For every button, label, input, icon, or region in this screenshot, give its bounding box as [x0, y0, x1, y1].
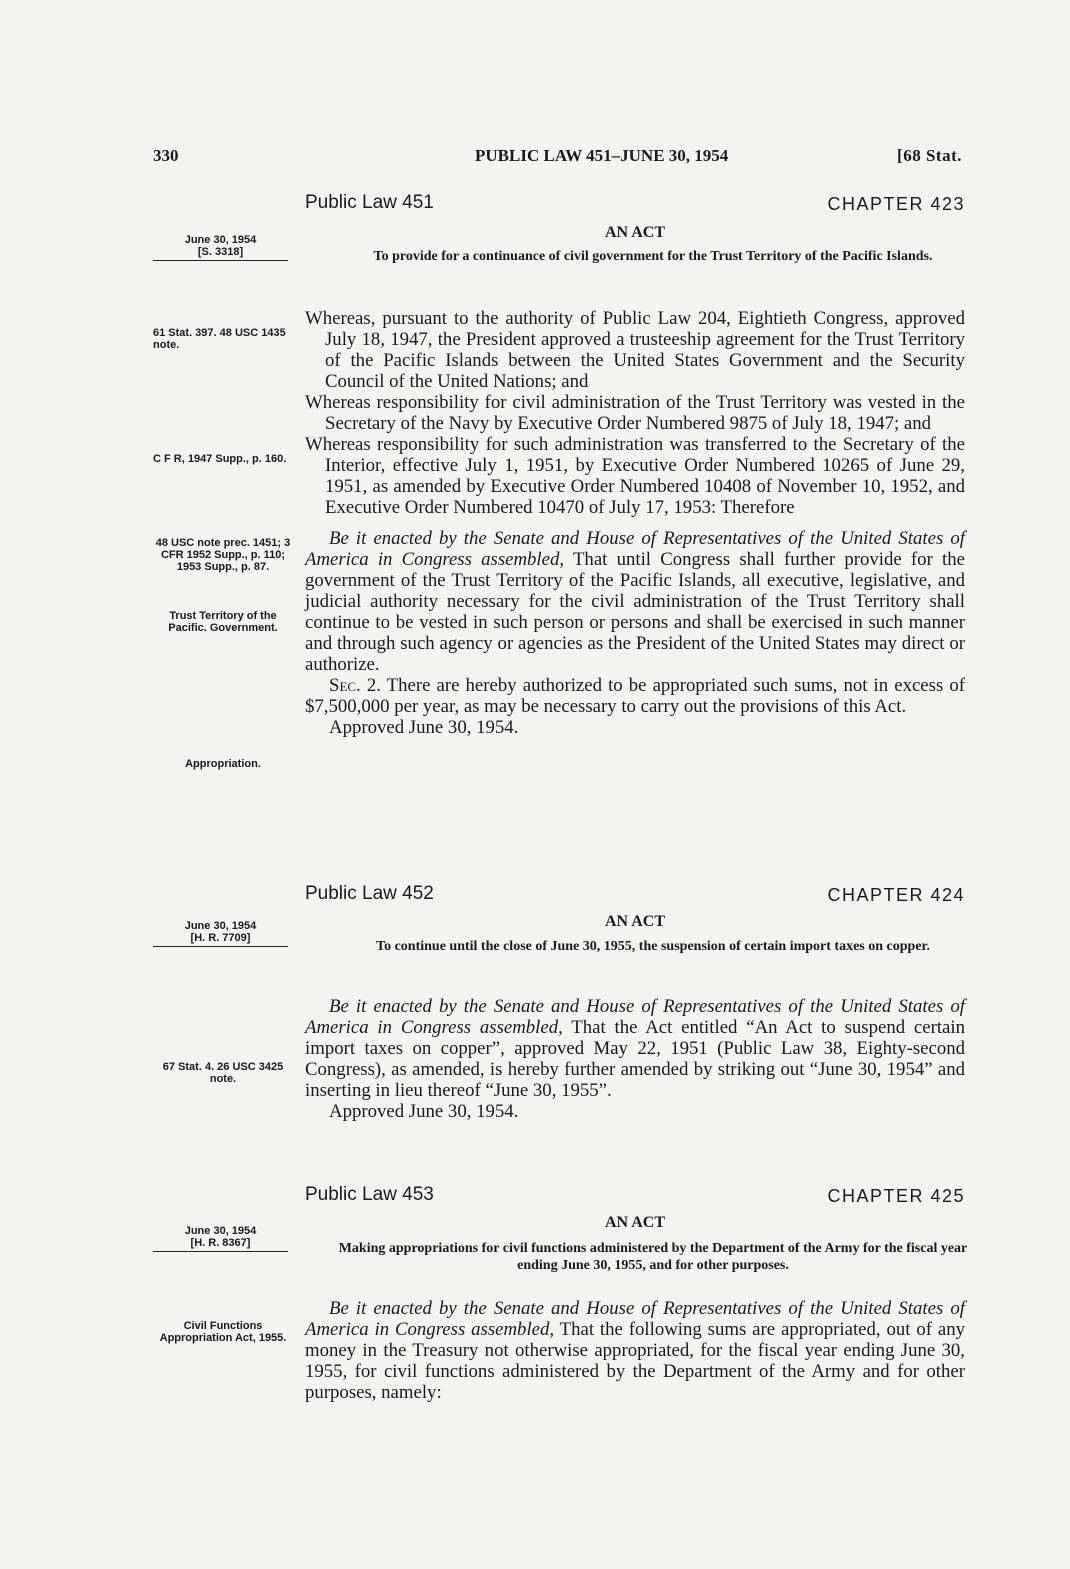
- law-452-heading: [305, 883, 965, 907]
- enacting-formula: Be it enacted by the Senate and House of Representatives of the United States of America in Congress assembled,: [305, 996, 965, 1038]
- margin-citation: 67 Stat. 4. 26 USC 3425 note.: [162, 1061, 284, 1085]
- public-law-number: Public Law 451: [305, 192, 434, 213]
- act-title: To provide for a continuance of civil government for the Trust Territory of the Pacific Islands.: [373, 249, 933, 264]
- law-453-heading: [305, 1184, 965, 1208]
- public-law-number: Public Law 452: [305, 883, 434, 904]
- margin-date: June 30, 1954: [184, 1225, 257, 1237]
- chapter-number: CHAPTER 425: [827, 1186, 965, 1206]
- enacting-clause: [305, 528, 965, 675]
- enacting-formula: Be it enacted by the Senate and House of Representatives of the United States of America in Congress assembled,: [305, 1298, 965, 1340]
- an-act-heading: AN ACT: [604, 913, 665, 930]
- act-title: Making appropriations for civil functions administered by the Department of the Army for the fiscal year ending June 30, 1955, and for other purposes.: [338, 1241, 968, 1273]
- approval-date: Approved June 30, 1954.: [329, 717, 519, 738]
- margin-citation: 61 Stat. 397. 48 USC 1435 note.: [153, 327, 286, 351]
- margin-citation: 48 USC note prec. 1451; 3 CFR 1952 Supp., p. 110; 1953 Supp., p. 87.: [155, 537, 291, 573]
- margin-bill: [S. 3318]: [197, 246, 244, 258]
- margin-date-bill: [153, 920, 288, 947]
- section-text: There are hereby authorized to be appropriated such sums, not in excess of $7,500,000 per year, as may be necessary to carry out the provisions of this Act.: [305, 675, 965, 717]
- margin-subject-note: Appropriation.: [185, 758, 261, 770]
- law-453-body: [305, 1298, 965, 1403]
- enacting-clause: [305, 996, 965, 1101]
- whereas-clause: Whereas responsibility for civil administration of the Trust Territory was vested in the Secretary of the Navy by Executive Order Numbered 9875 of July 18, 1947; and: [305, 392, 965, 434]
- page-number: 330: [153, 146, 179, 165]
- margin-date-bill: [153, 234, 288, 261]
- margin-citation: C F R, 1947 Supp., p. 160.: [153, 453, 287, 465]
- section-2: [305, 675, 965, 717]
- margin-subject-note: Civil Functions Appropriation Act, 1955.: [159, 1320, 287, 1344]
- enacting-formula: Be it enacted by the Senate and House of Representatives of the United States of America in Congress assembled,: [305, 528, 965, 570]
- chapter-number: CHAPTER 423: [827, 194, 965, 214]
- enacting-text: That until Congress shall further provide for the government of the Trust Territory of the Pacific Islands, all executive, legislative, and judicial authority necessary for the civil administration of the Trust Territory shall continue to be vested in such person or persons and shall be exercised in such manner and through such agency or agencies as the President of the United States may direct or authorize.: [305, 549, 965, 675]
- law-451-heading: [305, 192, 965, 216]
- running-header: [153, 146, 962, 170]
- an-act-heading: AN ACT: [604, 1214, 665, 1231]
- approval-date: Approved June 30, 1954.: [329, 1101, 519, 1122]
- margin-date: June 30, 1954: [184, 234, 257, 246]
- public-law-number: Public Law 453: [305, 1184, 434, 1205]
- section-label: Sec. 2.: [329, 675, 381, 696]
- margin-bill: [H. R. 7709]: [190, 932, 251, 944]
- margin-subject-note: Trust Territory of the Pacific. Government.: [168, 610, 278, 634]
- law-451-body: [305, 308, 965, 738]
- margin-date-bill: [153, 1225, 288, 1252]
- whereas-clause: Whereas, pursuant to the authority of Public Law 204, Eightieth Congress, approved July 18, 1947, the President approved a trusteeship agreement for the Trust Territory of the Pacific Islands between the United States Government and the Security Council of the United Nations; and: [305, 308, 965, 392]
- volume-reference: [68 Stat.: [897, 146, 962, 165]
- margin-bill: [H. R. 8367]: [190, 1237, 251, 1249]
- enacting-text: That the Act entitled “An Act to suspend certain import taxes on copper”, approved May 22, 1951 (Public Law 38, Eighty-second Congress), as amended, is hereby further amended by striking out “June 30, 1954” and inserting in lieu thereof “June 30, 1955”.: [305, 1017, 965, 1101]
- an-act-heading: AN ACT: [604, 224, 665, 241]
- act-title: To continue until the close of June 30, 1955, the suspension of certain import taxes on copper.: [376, 939, 930, 954]
- enacting-text: That the following sums are appropriated, out of any money in the Treasury not otherwise appropriated, for the fiscal year ending June 30, 1955, for civil functions administered by the Department of the Army and for other purposes, namely:: [305, 1319, 965, 1403]
- whereas-clause: Whereas responsibility for such administration was transferred to the Secretary of the Interior, effective July 1, 1951, by Executive Order Numbered 10265 of June 29, 1951, as amended by Executive Order Numbered 10408 of November 10, 1952, and Executive Order Numbered 10470 of July 17, 1953: Therefore: [305, 434, 965, 518]
- law-452-body: [305, 996, 965, 1122]
- margin-date: June 30, 1954: [184, 920, 257, 932]
- chapter-number: CHAPTER 424: [827, 885, 965, 905]
- running-title: PUBLIC LAW 451–JUNE 30, 1954: [475, 146, 729, 165]
- enacting-clause: [305, 1298, 965, 1403]
